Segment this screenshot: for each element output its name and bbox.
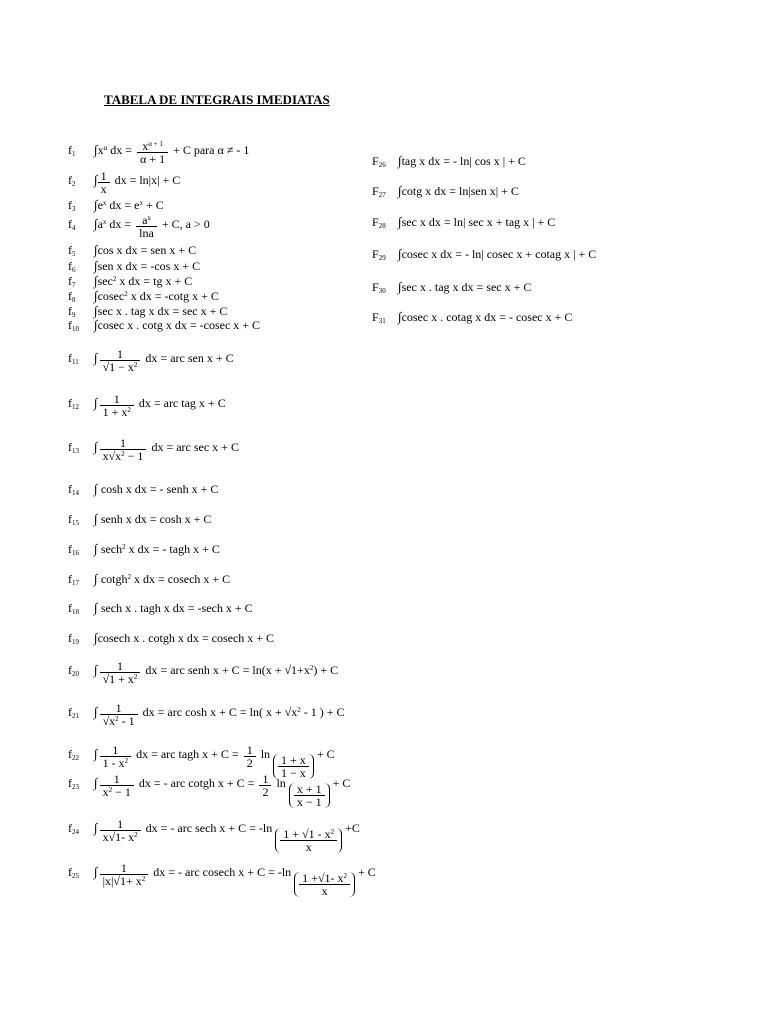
formula-f18: $f_{18}$ ∫ sech x . tagh x dx = -sech x + C [68, 600, 253, 616]
formula-f26: $F_{26}$ ∫tag x dx = - ln| cos x | + C [372, 153, 526, 169]
formula-f25: $f_{25}$ ∫ $\frac{1}{|x|√1+ x^2}$ dx = - arc cosech x + C = -ln $\frac{1 +√1- x^2}{x}$ + C [68, 861, 376, 898]
formula-f9: $f_9$ ∫sec x . tag x dx = sec x + C [68, 303, 228, 319]
formula-f1: $f_1$ $\int x^\alpha$ dx = $\frac{x^{\alpha + 1}}{\alpha + 1}$ + C para α ≠ - 1 [68, 139, 250, 166]
formula-f6: $f_6$ ∫sen x dx = -cos x + C [68, 258, 201, 274]
formula-f2: $f_2$ ∫ $\frac{1}{x}$ dx = ln|x| + C [68, 169, 181, 196]
formula-f16: $f_{16}$ ∫ sech$^2$ x dx = - tagh x + C [68, 541, 220, 557]
formula-f4: $f_4$ $\int a^x$ dx = $\frac{a^x}{\ln a}$ + C, a > 0 [68, 213, 210, 240]
formula-f20: $f_{20}$ ∫ $\frac{1}{√1 + x^2}$ dx = arc senh $x + C = \ln(x + √1+x^2) + C$ [68, 659, 339, 686]
formula-f29: $F_{29}$ ∫cosec x dx = - ln| cosec x + cotag x | + C [372, 246, 597, 262]
formula-f15: $f_{15}$ ∫ senh x dx = cosh x + C [68, 511, 212, 527]
formula-f31: $F_{31}$ ∫cosec x . cotag x dx = - cosec x + C [372, 309, 573, 325]
formula-f21: $f_{21}$ ∫ $\frac{1}{√x^2 - 1}$ dx = arc cosh x + C = ln( $x + √x^2 - 1$ ) + C [68, 701, 345, 728]
formula-f13: $f_{13}$ ∫ $\frac{1}{x√x^2 - 1}$ dx = arc sec x + C [68, 436, 239, 463]
page-title: TABELA DE INTEGRAIS IMEDIATAS [104, 92, 330, 107]
formula-f17: $f_{17}$ ∫ cotgh$^2$ x dx = cosech x + C [68, 571, 231, 587]
formula-f22: $f_{22}$ ∫ $\frac{1}{1 - x^2}$ dx = arc tagh x + C = $\frac{1}{2}$ ln $\frac{1 + x}{1 - x}$ + C [68, 743, 335, 780]
formula-f14: $f_{14}$ ∫ cosh x dx = - senh x + C [68, 481, 219, 497]
formula-f27: $F_{27}$ ∫cotg x dx = ln|sen x| + C [372, 183, 519, 199]
formula-f10: $f_{10}$ ∫cosec x . cotg x dx = -cosec x + C [68, 317, 261, 333]
formula-f23: $f_{23}$ ∫ $\frac{1}{x^2 - 1}$ dx = - arc cotgh x + C = $\frac{1}{2}$ ln $\frac{x + 1}{x - 1}$ + C [68, 772, 351, 809]
formula-f3: $f_3$ $\int e^x$ dx = $e^x + C$ [68, 197, 164, 213]
formula-f8: $f_8$ ∫cosec$^2$ x dx = -cotg x + C [68, 288, 219, 304]
formula-f12: $f_{12}$ ∫ $\frac{1}{1 + x^2}$ dx = arc tag x + C [68, 392, 226, 419]
formula-f30: $F_{30}$ ∫sec x . tag x dx = sec x + C [372, 279, 532, 295]
formula-f11: $f_{11}$ ∫ $\frac{1}{√1 - x^2}$ dx = arc sen x + C [68, 347, 234, 374]
formula-f28: $F_{28}$ ∫sec x dx = ln| sec x + tag x | + C [372, 214, 556, 230]
formula-f7: $f_7$ $\int\sec^2$ x dx = tg x + C [68, 273, 193, 289]
formula-f24: $f_{24}$ ∫ $\frac{1}{x√1- x^2}$ dx = - arc sech x + C = -ln $\frac{1 + √1 - x^2}{x}$ +C [68, 817, 360, 854]
formula-f5: $f_5$ ∫cos x dx = sen x + C [68, 242, 197, 258]
formula-f19: $f_{19}$ ∫cosech x . cotgh x dx = cosech x + C [68, 630, 275, 646]
